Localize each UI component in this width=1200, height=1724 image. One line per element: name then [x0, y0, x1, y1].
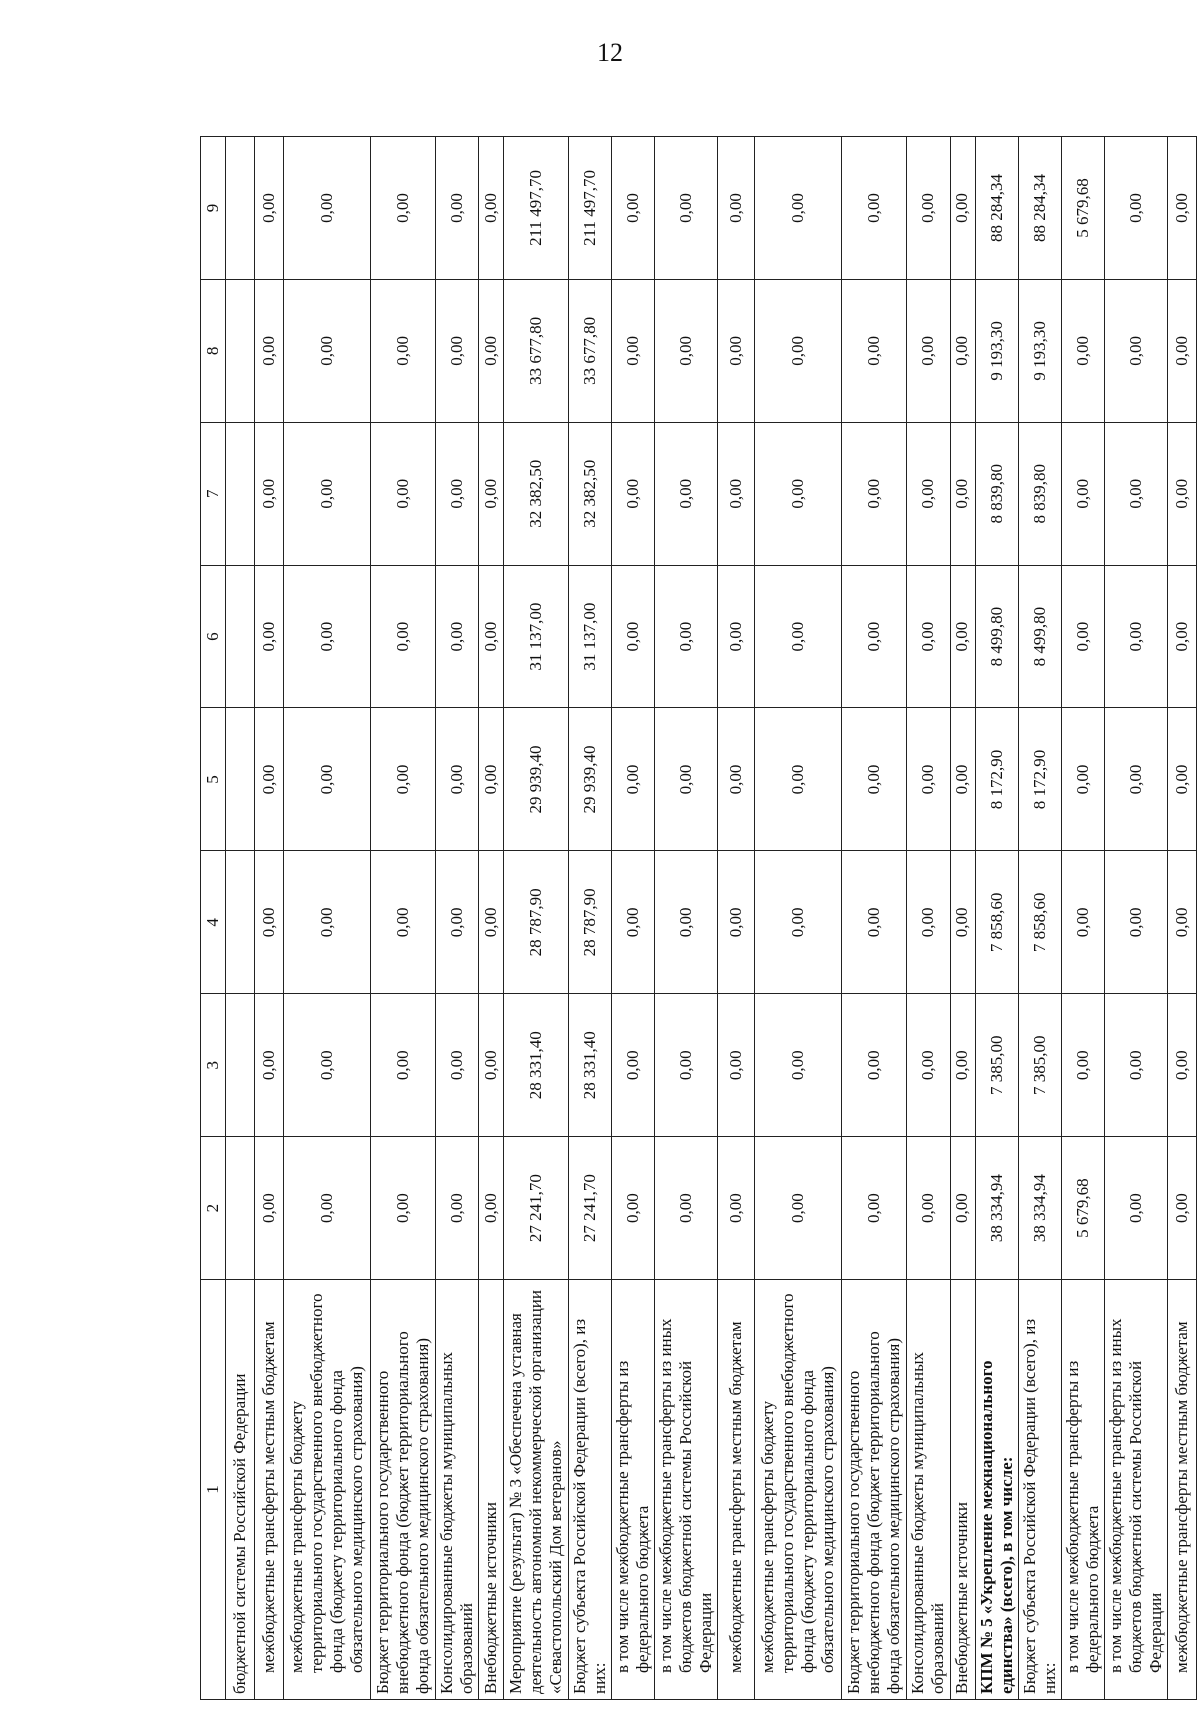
- table-row: [612, 137, 655, 1700]
- table-cell: 0,00: [655, 708, 718, 851]
- table-cell: 0,00: [718, 137, 755, 280]
- table-cell: 0,00: [1104, 137, 1167, 280]
- table-row: [718, 137, 755, 1700]
- table-cell: 5 679,68: [1061, 1137, 1104, 1280]
- table-cell: 0,00: [950, 565, 975, 708]
- table-row: [975, 137, 1018, 1700]
- row-label: межбюджетные трансферты местным бюджетам: [718, 1280, 755, 1700]
- table-cell: 0,00: [284, 279, 371, 422]
- table-cell: 8 172,90: [1018, 708, 1061, 851]
- table-cell: 0,00: [907, 422, 950, 565]
- table-cell: 7 858,60: [975, 851, 1018, 994]
- table-cell: 8 839,80: [1018, 422, 1061, 565]
- table-cell: 0,00: [371, 279, 436, 422]
- table-cell: 8 172,90: [975, 708, 1018, 851]
- table-cell: 5 679,68: [1061, 137, 1104, 280]
- table-cell: 0,00: [255, 1137, 284, 1280]
- table-cell: 0,00: [718, 994, 755, 1137]
- row-label: межбюджетные трансферты бюджету территориального государственного внебюджетного фонда (бюджету территориального фонда обязательного медицинского страхования): [755, 1280, 842, 1700]
- table-cell: 0,00: [655, 565, 718, 708]
- table-cell: 0,00: [255, 137, 284, 280]
- table-cell: 0,00: [950, 994, 975, 1137]
- table-cell: 0,00: [255, 708, 284, 851]
- table-row: [255, 137, 284, 1700]
- table-cell: 0,00: [284, 851, 371, 994]
- table-cell: 0,00: [1104, 1137, 1167, 1280]
- column-header: 7: [201, 422, 226, 565]
- table-cell: 0,00: [755, 422, 842, 565]
- table-cell: 0,00: [842, 565, 907, 708]
- table-cell: 0,00: [1104, 279, 1167, 422]
- table-cell: 27 241,70: [504, 1137, 569, 1280]
- table-cell: 88 284,34: [1018, 137, 1061, 280]
- table-cell: 0,00: [655, 279, 718, 422]
- table-cell: [226, 708, 255, 851]
- header-row: [201, 137, 226, 1700]
- table-cell: 0,00: [255, 422, 284, 565]
- table-cell: 0,00: [1167, 422, 1196, 565]
- table-cell: 0,00: [1167, 279, 1196, 422]
- table-cell: 0,00: [479, 422, 504, 565]
- table-cell: 0,00: [479, 565, 504, 708]
- column-header: 3: [201, 994, 226, 1137]
- table-cell: 0,00: [1104, 994, 1167, 1137]
- table-cell: 0,00: [436, 1137, 479, 1280]
- table-cell: 0,00: [1104, 422, 1167, 565]
- table-cell: 0,00: [1167, 565, 1196, 708]
- row-label: Бюджет субъекта Российской Федерации (всего), из них:: [1018, 1280, 1061, 1700]
- table-cell: 0,00: [755, 851, 842, 994]
- table-cell: 0,00: [718, 851, 755, 994]
- table-cell: [226, 994, 255, 1137]
- table-cell: 0,00: [950, 279, 975, 422]
- table-cell: 0,00: [655, 851, 718, 994]
- table-cell: 0,00: [842, 1137, 907, 1280]
- row-label: межбюджетные трансферты местным бюджетам: [1167, 1280, 1196, 1700]
- table-cell: 28 331,40: [504, 994, 569, 1137]
- table-row: [755, 137, 842, 1700]
- table-cell: 0,00: [612, 708, 655, 851]
- table-cell: 38 334,94: [1018, 1137, 1061, 1280]
- table-cell: [226, 422, 255, 565]
- table-cell: 0,00: [371, 708, 436, 851]
- row-label: межбюджетные трансферты бюджету территориального государственного внебюджетного фонда (бюджету территориального фонда обязательного медицинского страхования): [284, 1280, 371, 1700]
- table-cell: 0,00: [284, 708, 371, 851]
- table-cell: 0,00: [284, 137, 371, 280]
- table-cell: 28 331,40: [569, 994, 612, 1137]
- table-cell: 0,00: [436, 565, 479, 708]
- table-row: [371, 137, 436, 1700]
- table-cell: 0,00: [436, 279, 479, 422]
- row-label: бюджетной системы Российской Федерации: [226, 1280, 255, 1700]
- table-cell: 0,00: [479, 1137, 504, 1280]
- table-cell: 0,00: [255, 279, 284, 422]
- table-cell: 0,00: [718, 279, 755, 422]
- table-cell: 0,00: [1061, 565, 1104, 708]
- table-cell: 32 382,50: [504, 422, 569, 565]
- table-cell: 211 497,70: [504, 137, 569, 280]
- table-cell: [226, 1137, 255, 1280]
- table-cell: 7 385,00: [1018, 994, 1061, 1137]
- table-cell: 211 497,70: [569, 137, 612, 280]
- table-cell: 0,00: [479, 994, 504, 1137]
- table-cell: 0,00: [655, 994, 718, 1137]
- table-cell: 0,00: [284, 994, 371, 1137]
- table-cell: [226, 565, 255, 708]
- table-cell: 0,00: [755, 279, 842, 422]
- table-row: [569, 137, 612, 1700]
- row-label: в том числе межбюджетные трансферты из иных бюджетов бюджетной системы Российской Федерации: [1104, 1280, 1167, 1700]
- table-cell: 0,00: [612, 422, 655, 565]
- table-cell: [226, 137, 255, 280]
- table-cell: 0,00: [655, 422, 718, 565]
- table-cell: 31 137,00: [569, 565, 612, 708]
- table-cell: 0,00: [755, 137, 842, 280]
- table-cell: 0,00: [950, 1137, 975, 1280]
- table-cell: 0,00: [842, 279, 907, 422]
- table-cell: 0,00: [371, 137, 436, 280]
- table-cell: 0,00: [655, 1137, 718, 1280]
- table-cell: 0,00: [1061, 708, 1104, 851]
- table-cell: 0,00: [907, 565, 950, 708]
- table-cell: 88 284,34: [975, 137, 1018, 280]
- table-cell: 0,00: [436, 137, 479, 280]
- table-cell: 0,00: [718, 565, 755, 708]
- row-label: Бюджет территориального государственного внебюджетного фонда (бюджет территориального фонда обязательного медицинского страхования): [842, 1280, 907, 1700]
- table-cell: 9 193,30: [1018, 279, 1061, 422]
- table-cell: 0,00: [755, 708, 842, 851]
- table-cell: 33 677,80: [504, 279, 569, 422]
- table-cell: 29 939,40: [504, 708, 569, 851]
- table-cell: 0,00: [1167, 994, 1196, 1137]
- budget-table: [200, 136, 1197, 1700]
- table-row: [1104, 137, 1167, 1700]
- row-label: в том числе межбюджетные трансферты из иных бюджетов бюджетной системы Российской Федерации: [655, 1280, 718, 1700]
- table-cell: 32 382,50: [569, 422, 612, 565]
- table-cell: 0,00: [284, 1137, 371, 1280]
- table-cell: 0,00: [842, 137, 907, 280]
- table-cell: 0,00: [907, 279, 950, 422]
- table-cell: 0,00: [842, 422, 907, 565]
- table-cell: 0,00: [612, 1137, 655, 1280]
- column-header: 4: [201, 851, 226, 994]
- row-label: Внебюджетные источники: [950, 1280, 975, 1700]
- table-cell: 8 499,80: [975, 565, 1018, 708]
- table-cell: 0,00: [371, 851, 436, 994]
- table-cell: 0,00: [284, 565, 371, 708]
- table-cell: 0,00: [371, 1137, 436, 1280]
- table-row: [479, 137, 504, 1700]
- table-cell: 27 241,70: [569, 1137, 612, 1280]
- table-cell: 0,00: [436, 851, 479, 994]
- table-cell: 0,00: [436, 422, 479, 565]
- rotated-table-container: [200, 136, 1191, 1700]
- table-cell: 0,00: [950, 137, 975, 280]
- table-cell: 0,00: [612, 565, 655, 708]
- row-label: Консолидированные бюджеты муниципальных образований: [907, 1280, 950, 1700]
- table-cell: 7 385,00: [975, 994, 1018, 1137]
- table-cell: 0,00: [907, 851, 950, 994]
- table-cell: 0,00: [255, 565, 284, 708]
- table-cell: 7 858,60: [1018, 851, 1061, 994]
- table-cell: 29 939,40: [569, 708, 612, 851]
- table-cell: 0,00: [1061, 279, 1104, 422]
- table-row: [226, 137, 255, 1700]
- table-cell: [226, 851, 255, 994]
- table-cell: 0,00: [479, 851, 504, 994]
- table-cell: 0,00: [371, 565, 436, 708]
- table-cell: 0,00: [907, 708, 950, 851]
- table-cell: 0,00: [1061, 422, 1104, 565]
- table-cell: 0,00: [612, 994, 655, 1137]
- table-cell: 0,00: [284, 422, 371, 565]
- table-row: [1018, 137, 1061, 1700]
- table-row: [436, 137, 479, 1700]
- table-cell: 0,00: [755, 1137, 842, 1280]
- table-cell: 0,00: [1167, 1137, 1196, 1280]
- table-cell: 0,00: [907, 137, 950, 280]
- table-cell: 0,00: [950, 422, 975, 565]
- row-label: Консолидированные бюджеты муниципальных образований: [436, 1280, 479, 1700]
- row-label: Бюджет субъекта Российской Федерации (всего), из них:: [569, 1280, 612, 1700]
- table-cell: 0,00: [1104, 851, 1167, 994]
- column-header: 6: [201, 565, 226, 708]
- table-row: [950, 137, 975, 1700]
- table-cell: 0,00: [1061, 994, 1104, 1137]
- table-cell: 0,00: [612, 851, 655, 994]
- table-row: [907, 137, 950, 1700]
- table-cell: 0,00: [371, 422, 436, 565]
- row-label: в том числе межбюджетные трансферты из федерального бюджета: [612, 1280, 655, 1700]
- column-header: 1: [201, 1280, 226, 1700]
- column-header: 2: [201, 1137, 226, 1280]
- table-cell: 0,00: [1104, 565, 1167, 708]
- table-cell: 0,00: [755, 565, 842, 708]
- table-cell: 0,00: [371, 994, 436, 1137]
- table-cell: 0,00: [479, 708, 504, 851]
- table-cell: 0,00: [655, 137, 718, 280]
- table-cell: 0,00: [1167, 708, 1196, 851]
- table-cell: 31 137,00: [504, 565, 569, 708]
- table-cell: 0,00: [1167, 137, 1196, 280]
- row-label: в том числе межбюджетные трансферты из федерального бюджета: [1061, 1280, 1104, 1700]
- table-cell: 0,00: [718, 422, 755, 565]
- table-cell: 8 499,80: [1018, 565, 1061, 708]
- table-cell: 0,00: [255, 851, 284, 994]
- table-cell: 38 334,94: [975, 1137, 1018, 1280]
- row-label: КПМ № 5 «Укрепление межнационального единства» (всего), в том числе:: [975, 1280, 1018, 1700]
- table-cell: 0,00: [755, 994, 842, 1137]
- table-cell: 33 677,80: [569, 279, 612, 422]
- column-header: 5: [201, 708, 226, 851]
- table-cell: 0,00: [718, 708, 755, 851]
- table-cell: 0,00: [842, 851, 907, 994]
- table-cell: 0,00: [907, 994, 950, 1137]
- table-cell: 28 787,90: [569, 851, 612, 994]
- table-row: [1061, 137, 1104, 1700]
- table-row: [842, 137, 907, 1700]
- table-cell: 0,00: [436, 708, 479, 851]
- row-label: Бюджет территориального государственного внебюджетного фонда (бюджет территориального фонда обязательного медицинского страхования): [371, 1280, 436, 1700]
- table-cell: 0,00: [1061, 851, 1104, 994]
- table-row: [284, 137, 371, 1700]
- row-label: Внебюджетные источники: [479, 1280, 504, 1700]
- table-cell: 28 787,90: [504, 851, 569, 994]
- table-cell: 0,00: [1167, 851, 1196, 994]
- row-label: межбюджетные трансферты местным бюджетам: [255, 1280, 284, 1700]
- column-header: 8: [201, 279, 226, 422]
- table-cell: 0,00: [718, 1137, 755, 1280]
- table-cell: [226, 279, 255, 422]
- table-row: [1167, 137, 1196, 1700]
- row-label: Мероприятие (результат) № 3 «Обеспечена уставная деятельность автономной некоммерческой организации «Севастопольский Дом ветеранов»: [504, 1280, 569, 1700]
- table-cell: 0,00: [436, 994, 479, 1137]
- table-cell: 0,00: [479, 279, 504, 422]
- table-cell: 0,00: [950, 708, 975, 851]
- table-cell: 0,00: [907, 1137, 950, 1280]
- table-cell: 0,00: [255, 994, 284, 1137]
- table-cell: 0,00: [612, 279, 655, 422]
- table-cell: 0,00: [612, 137, 655, 280]
- table-cell: 0,00: [479, 137, 504, 280]
- table-cell: 0,00: [1104, 708, 1167, 851]
- table-row: [504, 137, 569, 1700]
- table-cell: 0,00: [842, 994, 907, 1137]
- table-cell: 9 193,30: [975, 279, 1018, 422]
- table-cell: 0,00: [842, 708, 907, 851]
- page-number: 12: [597, 38, 623, 67]
- column-header: 9: [201, 137, 226, 280]
- table-cell: 0,00: [950, 851, 975, 994]
- table-row: [655, 137, 718, 1700]
- table-cell: 8 839,80: [975, 422, 1018, 565]
